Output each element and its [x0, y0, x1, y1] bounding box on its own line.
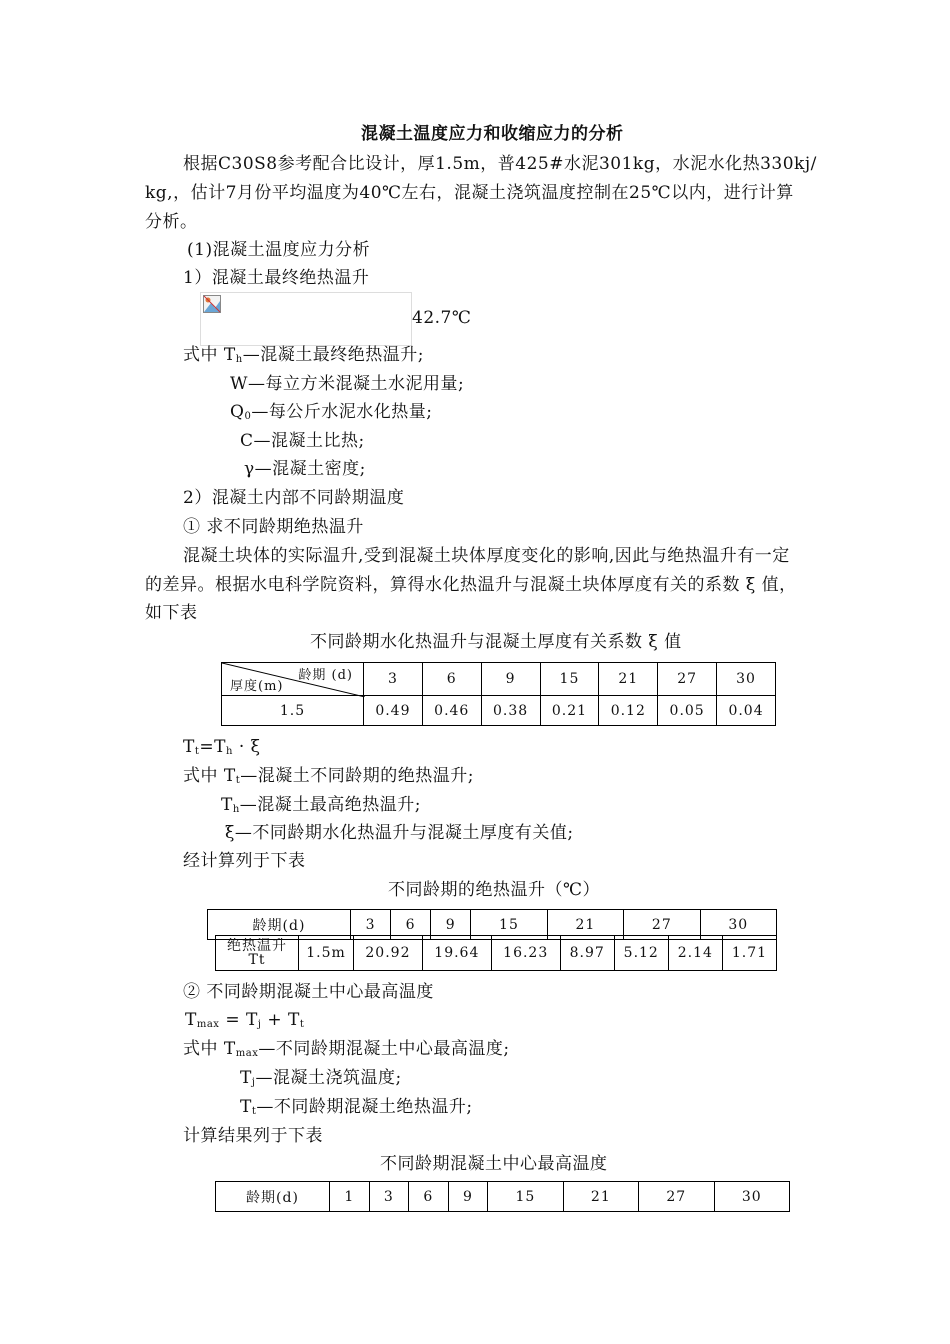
def2-line-1: 式中 $T_t—$混凝土不同龄期的绝热温升; — [183, 766, 475, 786]
table-row — [216, 1182, 790, 1212]
table-cell: 3 — [369, 1182, 409, 1212]
table-cell: 19.64 — [422, 936, 491, 971]
table1-caption: 不同龄期水化热温升与混凝土厚度有关系数 ξ 值 — [310, 632, 682, 652]
table-cell: 27 — [624, 910, 700, 940]
table-cell: 16.23 — [491, 936, 560, 971]
table-row — [222, 696, 776, 726]
table-cell: 15 — [488, 1182, 563, 1212]
table-cell: 9 — [481, 663, 540, 696]
formula-3: $T_{max} = T_j + T_t$ — [185, 1010, 305, 1030]
table-cell: 21 — [547, 910, 623, 940]
subsection-2: 2）混凝土内部不同龄期温度 — [183, 488, 405, 508]
table-cell: 9 — [448, 1182, 488, 1212]
para2-line-1: 混凝土块体的实际温升,受到混凝土块体厚度变化的影响,因此与绝热温升有一定 — [183, 546, 790, 566]
def1-line-3: $Q_0—$每公斤水泥水化热量; — [230, 402, 433, 422]
table-cell: 0.05 — [658, 696, 717, 726]
table-cell: 0.12 — [599, 696, 658, 726]
table2-caption: 不同龄期的绝热温升（℃） — [388, 880, 601, 900]
step-2: ② 不同龄期混凝土中心最高温度 — [183, 982, 434, 1002]
subsection-1: 1）混凝土最终绝热温升 — [183, 268, 370, 288]
calc-note-1: 经计算列于下表 — [183, 851, 306, 871]
def2-line-3: ξ—不同龄期水化热温升与混凝土厚度有关值; — [225, 823, 574, 843]
def3-line-1: 式中 $T_{max}—$不同龄期混凝土中心最高温度; — [183, 1039, 510, 1059]
table-cell: 0.21 — [540, 696, 599, 726]
table1 — [221, 662, 776, 726]
page-title: 混凝土温度应力和收缩应力的分析 — [361, 124, 624, 144]
table-cell: 3 — [364, 663, 423, 696]
table-cell: 27 — [639, 1182, 714, 1212]
table-cell: 15 — [540, 663, 599, 696]
para2-line-3: 如下表 — [145, 603, 198, 623]
table-cell: 30 — [714, 1182, 790, 1212]
table-cell: 1.5m — [299, 936, 354, 971]
table-cell: 6 — [409, 1182, 449, 1212]
table-cell: 1.71 — [722, 936, 776, 971]
table-cell: 20.92 — [354, 936, 423, 971]
table-row — [216, 936, 777, 971]
calc-note-2: 计算结果列于下表 — [183, 1126, 323, 1146]
table1-corner: 龄期 (d) 厚度(m) — [222, 663, 364, 696]
def2-line-2: $T_h—$混凝土最高绝热温升; — [221, 795, 422, 815]
intro-line-1: 根据C30S8参考配合比设计，厚1.5m，普425#水泥301kg，水泥水化热330kj/ — [183, 154, 817, 174]
section-heading: (1)混凝土温度应力分析 — [187, 240, 371, 260]
table-cell: 龄期(d) — [208, 910, 351, 940]
table-cell: 1.5 — [222, 696, 364, 726]
step-1: ① 求不同龄期绝热温升 — [183, 517, 364, 537]
table-cell: 龄期(d) — [216, 1182, 330, 1212]
table-cell: 2.14 — [668, 936, 722, 971]
intro-line-2: kg,，估计7月份平均温度为40℃左右，混凝土浇筑温度控制在25℃以内，进行计算 — [145, 183, 794, 203]
table-cell: 3 — [351, 910, 391, 940]
broken-image-icon — [203, 295, 221, 313]
table-cell: 27 — [658, 663, 717, 696]
table-cell: 8.97 — [560, 936, 614, 971]
table3 — [215, 1181, 790, 1212]
def3-line-3: $T_t—$不同龄期混凝土绝热温升; — [240, 1097, 473, 1117]
def3-line-2: $T_j—$混凝土浇筑温度; — [240, 1068, 402, 1088]
formula-image — [200, 292, 412, 346]
table-cell: 6 — [391, 910, 431, 940]
def1-line-4: C—混凝土比热; — [240, 431, 365, 451]
table2-body — [215, 935, 777, 971]
table-row — [222, 663, 776, 696]
table-cell: 0.38 — [481, 696, 540, 726]
table-cell: 9 — [431, 910, 471, 940]
def1-line-5: γ—混凝土密度; — [244, 459, 366, 479]
def1-line-2: W—每立方米混凝土水泥用量; — [230, 374, 465, 394]
table-cell: 0.49 — [364, 696, 423, 726]
table3-caption: 不同龄期混凝土中心最高温度 — [380, 1154, 608, 1174]
para2-line-2: 的差异。根据水电科学院资料，算得水化热温升与混凝土块体厚度有关的系数 ξ 值， — [145, 575, 797, 595]
table-cell: 30 — [700, 910, 776, 940]
intro-line-3: 分析。 — [145, 212, 198, 232]
formula1-result: 42.7℃ — [412, 308, 472, 328]
table-cell: 30 — [717, 663, 776, 696]
table-cell: 21 — [599, 663, 658, 696]
table-cell: 1 — [330, 1182, 370, 1212]
table-cell: 15 — [471, 910, 547, 940]
table-cell: 6 — [422, 663, 481, 696]
table-cell: 0.04 — [717, 696, 776, 726]
table-cell: 5.12 — [614, 936, 668, 971]
table-cell: 绝热温升 Tt — [216, 936, 299, 971]
table-cell: 0.46 — [422, 696, 481, 726]
def1-line-1: 式中 $T_h—$混凝土最终绝热温升; — [183, 345, 424, 365]
table-cell: 21 — [563, 1182, 638, 1212]
formula-2: $T_t=T_h \cdot \xi$ — [183, 737, 261, 757]
